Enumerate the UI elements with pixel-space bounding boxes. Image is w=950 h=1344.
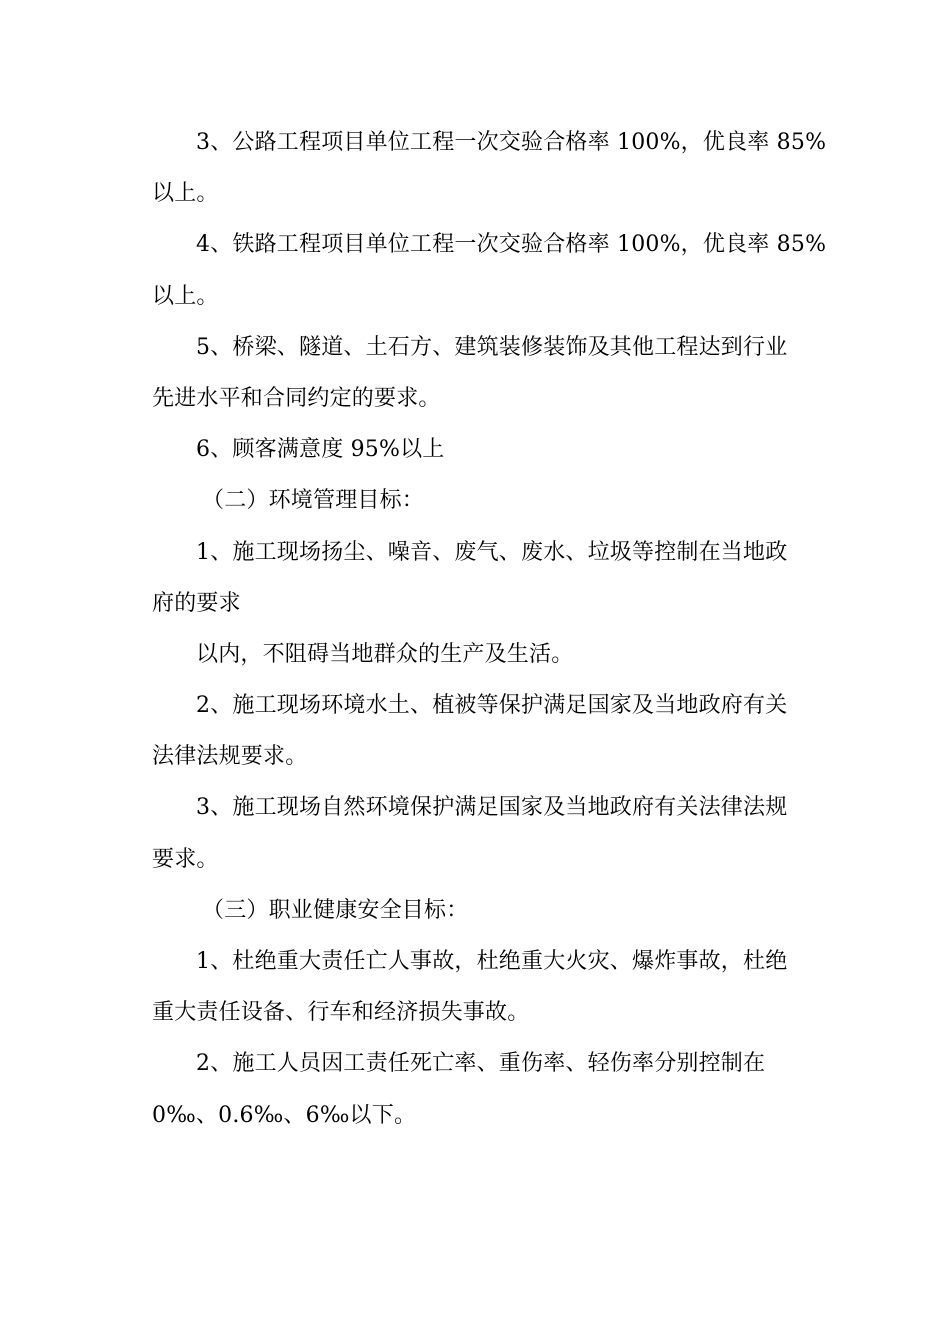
text-line: 3、施工现场自然环境保护满足国家及当地政府有关法律法规 bbox=[196, 795, 788, 821]
text-line: 以内，不阻碍当地群众的生产及生活。 bbox=[196, 641, 574, 667]
text-line: 0‰、0.6‰、6‰以下。 bbox=[152, 1102, 417, 1128]
text-line: 1、施工现场扬尘、噪音、废气、废水、垃圾等控制在当地政 bbox=[196, 539, 788, 565]
text-line: 重大责任设备、行车和经济损失事故。 bbox=[152, 1000, 530, 1026]
section-heading: （三）职业健康安全目标： bbox=[202, 897, 469, 923]
text-line: 2、施工现场环境水土、植被等保护满足国家及当地政府有关 bbox=[196, 693, 788, 719]
text-line: 以上。 bbox=[152, 283, 219, 309]
text-line: 要求。 bbox=[152, 846, 219, 872]
text-line: 3、公路工程项目单位工程一次交验合格率 100%，优良率 85% bbox=[196, 130, 827, 155]
text-line: 先进水平和合同约定的要求。 bbox=[152, 385, 441, 411]
text-line: 1、杜绝重大责任亡人事故，杜绝重大火灾、爆炸事故，杜绝 bbox=[196, 949, 788, 974]
document-body bbox=[152, 117, 827, 1141]
text-line: 5、桥梁、隧道、土石方、建筑装修装饰及其他工程达到行业 bbox=[196, 334, 788, 360]
text-line: 4、铁路工程项目单位工程一次交验合格率 100%，优良率 85% bbox=[196, 232, 827, 258]
text-line: 2、施工人员因工责任死亡率、重伤率、轻伤率分别控制在 bbox=[196, 1051, 766, 1077]
text-line: 法律法规要求。 bbox=[152, 744, 308, 770]
text-line: 6、顾客满意度 95%以上 bbox=[196, 437, 445, 463]
text-line: 以上。 bbox=[152, 181, 219, 207]
text-line: 府的要求 bbox=[152, 590, 241, 616]
section-heading: （二）环境管理目标： bbox=[202, 488, 425, 514]
